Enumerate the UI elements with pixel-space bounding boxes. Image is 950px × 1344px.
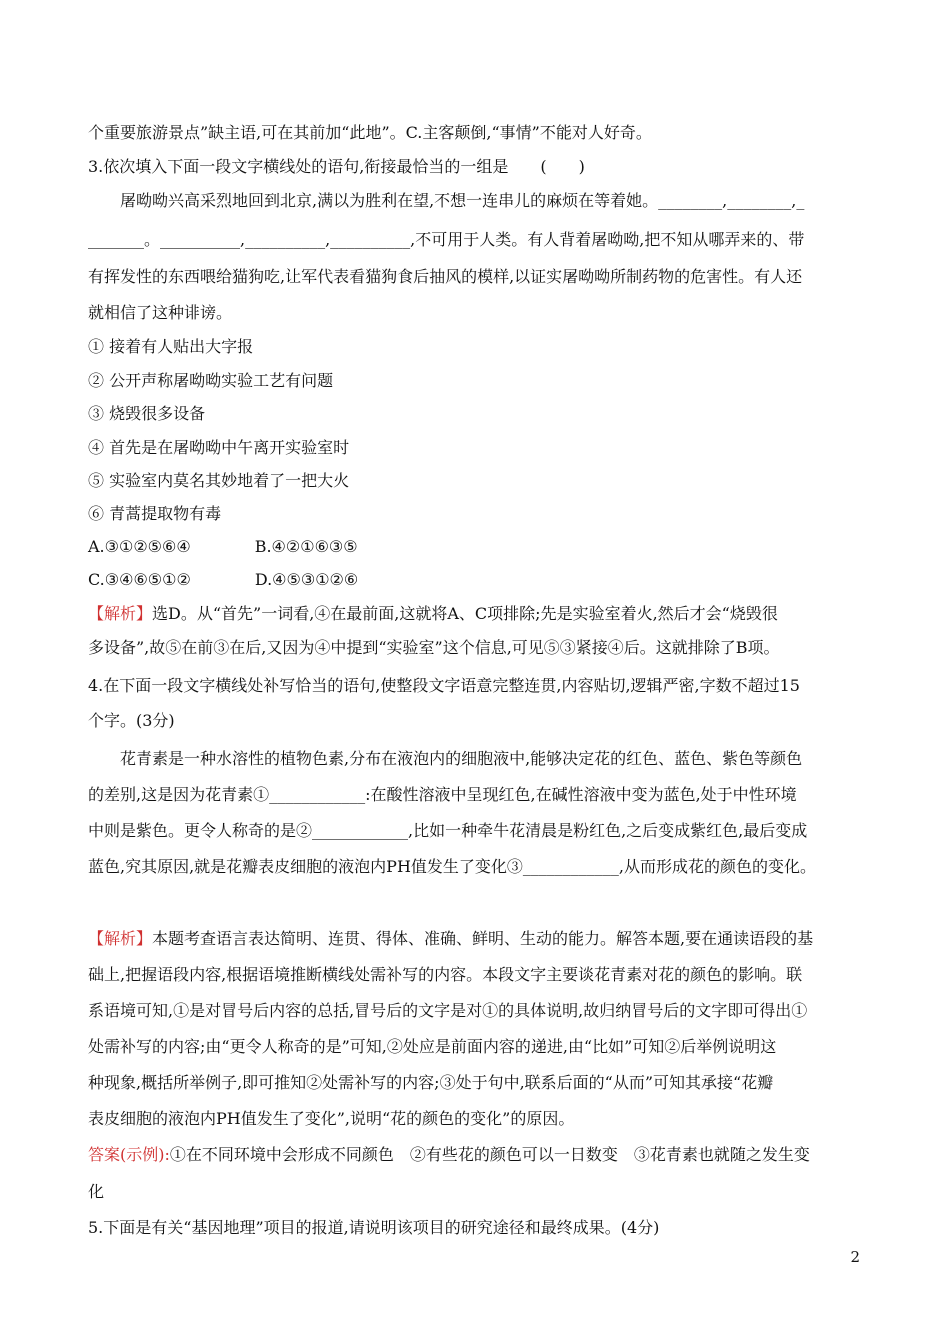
question-3-stem: 3.依次填入下面一段文字横线处的语句,衔接最恰当的一组是 ( ) xyxy=(88,157,585,176)
analysis-line: 系语境可知,①是对冒号后内容的总括,冒号后的文字是对①的具体说明,故归纳冒号后的文字即可得出① xyxy=(88,1001,808,1020)
analysis-label: 【解析】 xyxy=(88,604,153,623)
option-item: ② 公开声称屠呦呦实验工艺有问题 xyxy=(88,371,334,390)
passage-line: 有挥发性的东西喂给猫狗吃,让军代表看猫狗食后抽风的模样,以证实屠呦呦所制药物的危害性。有人还 xyxy=(88,267,803,286)
passage-line: 中则是紫色。更令人称奇的是②____________,比如一种牵牛花清晨是粉红色,之后变成紫红色,最后变成 xyxy=(88,821,808,840)
passage-line: 就相信了这种诽谤。 xyxy=(88,303,233,322)
question-5-stem: 5.下面是有关“基因地理”项目的报道,请说明该项目的研究途径和最终成果。(4分) xyxy=(88,1218,660,1237)
analysis-line: 种现象,概括所举例子,即可推知②处需补写的内容;③处于句中,联系后面的“从而”可知其承接“花瓣 xyxy=(88,1073,774,1092)
analysis-line: 础上,把握语段内容,根据语境推断横线处需补写的内容。本段文字主要谈花青素对花的颜色的影响。联 xyxy=(88,965,803,984)
option-item: ⑥ 青蒿提取物有毒 xyxy=(88,504,222,523)
analysis-line: 【解析】选D。从“首先”一词看,④在最前面,这就将A、C项排除;先是实验室着火,然后才会“烧毁很 xyxy=(88,604,778,623)
analysis-line: 表皮细胞的液泡内PH值发生了变化”,说明“花的颜色的变化”的原因。 xyxy=(88,1109,575,1128)
answer-line: 答案(示例):①在不同环境中会形成不同颜色 ②有些花的颜色可以一日数变 ③花青素也就随之发生变 xyxy=(88,1145,810,1164)
choice-row: C.③④⑥⑤①② D.④⑤③①②⑥ xyxy=(88,570,359,589)
text-line: 个重要旅游景点”缺主语,可在其前加“此地”。C.主客颠倒,“事情”不能对人好奇。 xyxy=(88,123,652,142)
choice-row: A.③①②⑤⑥④ B.④②①⑥③⑤ xyxy=(88,537,358,556)
answer-label: 答案(示例): xyxy=(88,1145,170,1164)
analysis-line: 多设备”,故⑤在前③在后,又因为④中提到“实验室”这个信息,可见⑤③紧接④后。这就排除了B项。 xyxy=(88,638,780,657)
page-number: 2 xyxy=(850,1248,860,1266)
option-item: ③ 烧毁很多设备 xyxy=(88,404,206,423)
passage-line: 蓝色,究其原因,就是花瓣表皮细胞的液泡内PH值发生了变化③____________,从而形成花的颜色的变化。 xyxy=(88,857,816,876)
option-item: ④ 首先是在屠呦呦中午离开实验室时 xyxy=(88,438,350,457)
analysis-line: 【解析】本题考查语言表达简明、连贯、得体、准确、鲜明、生动的能力。解答本题,要在通读语段的基 xyxy=(88,929,814,948)
analysis-line: 处需补写的内容;由“更令人称奇的是”可知,②处应是前面内容的递进,由“比如”可知②后举例说明这 xyxy=(88,1037,777,1056)
passage-line: 花青素是一种水溶性的植物色素,分布在液泡内的细胞液中,能够决定花的红色、蓝色、紫色等颜色 xyxy=(120,749,803,768)
answer-line: 化 xyxy=(88,1182,105,1201)
passage-line: 的差别,这是因为花青素①____________:在酸性溶液中呈现红色,在碱性溶液中变为蓝色,处于中性环境 xyxy=(88,785,797,804)
question-4-stem: 个字。(3分) xyxy=(88,711,175,730)
passage-line: 屠呦呦兴高采烈地回到北京,满以为胜利在望,不想一连串儿的麻烦在等着她。________,________,_ xyxy=(120,191,805,210)
option-item: ① 接着有人贴出大字报 xyxy=(88,337,254,356)
passage-line: _______。__________,__________,__________,不可用于人类。有人背着屠呦呦,把不知从哪弄来的、带 xyxy=(88,230,805,249)
analysis-label: 【解析】 xyxy=(88,929,153,948)
question-4-stem: 4.在下面一段文字横线处补写恰当的语句,使整段文字语意完整连贯,内容贴切,逻辑严密,字数不超过15 xyxy=(88,676,800,695)
option-item: ⑤ 实验室内莫名其妙地着了一把大火 xyxy=(88,471,350,490)
